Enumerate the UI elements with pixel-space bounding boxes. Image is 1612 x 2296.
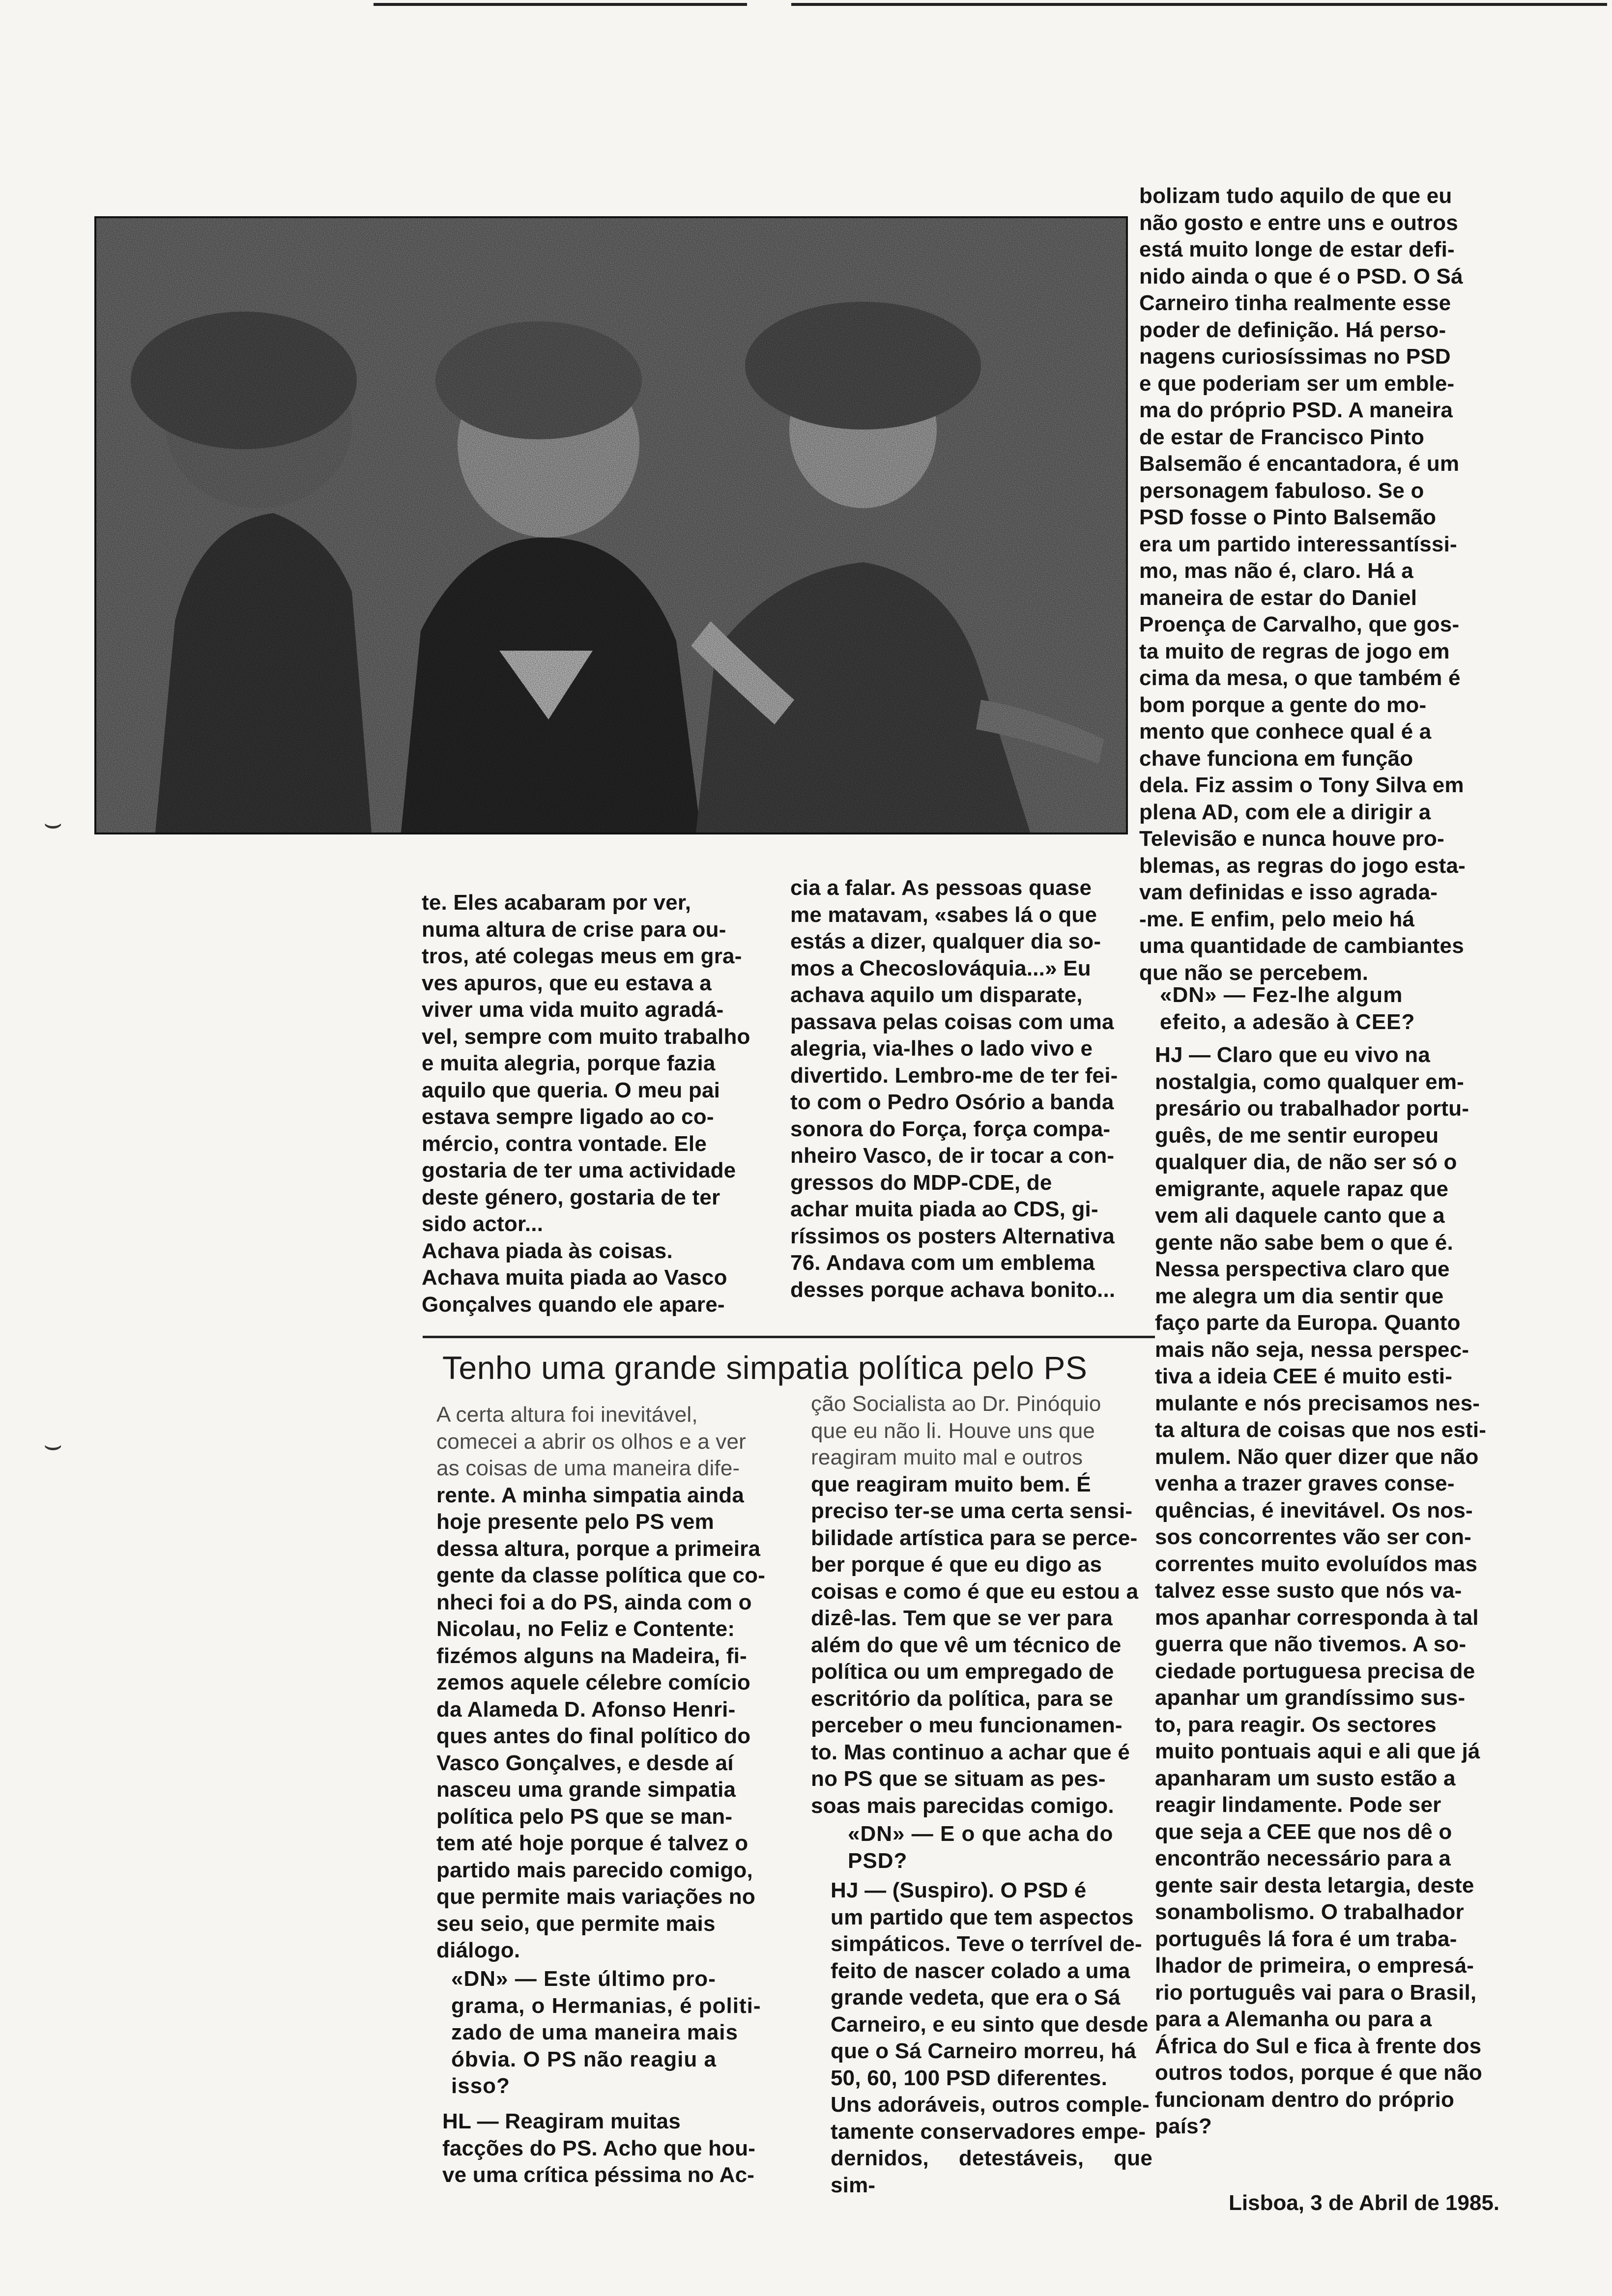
interview-question-hermanias: «DN» — Este último pro- grama, o Hermanias, é politi- zado de uma maneira mais óbvia. O PS não reagiu a isso?	[451, 1967, 761, 2098]
column-upper-mid: cia a falar. As pessoas quase me matavam, «sabes lá o que estás a dizer, qualquer dia so- mos a Checoslováquia...» Eu achava aquilo um disparate, passava pelas coisas com uma alegria, via-lhes o lado vivo e divertido. Lembro-me de ter fei- to com o Pedro Osório a banda sonora do Força, força compa- nheiro Vasco, de ir tocar a con- gressos do MDP-CDE, de achar muita piada ao CDS, gi- ríssimos os posters Alternativa 76. Andava com um emblema desses porque achava bonito...	[790, 876, 1118, 1302]
article-subheadline: Tenho uma grande simpatia política pelo PS	[442, 1349, 1088, 1386]
column-lower-left-answer: HL — Reagiram muitas facções do PS. Acho que hou- ve uma crítica péssima no Ac-	[442, 2109, 756, 2187]
top-scan-edge	[791, 3, 1607, 6]
top-scan-edge	[374, 3, 747, 6]
scan-mark: ⌣	[43, 806, 63, 839]
dateline-signoff: Lisboa, 3 de Abril de 1985.	[1229, 2191, 1500, 2215]
interview-question-cee: «DN» — Fez-lhe algum efeito, a adesão à CEE?	[1160, 983, 1415, 1034]
article-photo	[94, 216, 1128, 834]
column-lower-mid-answer: HJ — (Suspiro). O PSD é um partido que tem aspectos simpáticos. Teve o terrível de- feito de nascer colado a uma grande vedeta, que era o Sá Carneiro, e eu sinto que desde que o Sá Carneiro morreu, há 50, 60, 100 PSD diferentes. Uns adoráveis, outros comple- tamente conservadores empe- dernidos, detestáveis, que sim-	[831, 1878, 1152, 2197]
scan-mark: ⌣	[43, 1428, 63, 1461]
column-upper-left: te. Eles acabaram por ver, numa altura de crise para ou- tros, até colegas meus em gra- ves apuros, que eu estava a viver uma vida muito agradá- vel, sempre com muito trabalho e muita alegria, porque fazia aquilo que queria. O meu pai estava sempre ligado ao co- mércio, contra vontade. Ele gostaria de ter uma actividade deste género, gostaria de ter sido actor... Achava piada às coisas. Achava muita piada ao Vasco Gonçalves quando ele apare-	[422, 890, 750, 1317]
interview-question-psd: «DN» — E o que acha do PSD?	[848, 1822, 1114, 1873]
column-lower-mid: ção Socialista ao Dr. Pinóquio que eu não li. Houve uns que reagiram muito mal e outros que reagiram muito bem. É preciso ter-se uma certa sensi- bilidade artística para se perce- ber porque é que eu digo as coisas e como é que eu estou a dizê-las. Tem que se ver para além do que vê um técnico de política ou um empregado de escritório da política, para se perceber o meu funcionamen- to. Mas continuo a achar que é no PS que se situam as pes- soas mais parecidas comigo.	[811, 1392, 1139, 1818]
column-lower-left: A certa altura foi inevitável, comecei a abrir os olhos e a ver as coisas de uma maneira dife- rente. A minha simpatia ainda hoje presente pelo PS vem dessa altura, porque a primeira gente da classe política que co- nheci foi a do PS, ainda com o Nicolau, no Feliz e Contente: fizémos alguns na Madeira, fi- zemos aquele célebre comício da Alameda D. Afonso Henri- ques antes do final político do Vasco Gonçalves, e desde aí nasceu uma grande simpatia política pelo PS que se man- tem até hoje porque é talvez o partido mais parecido comigo, que permite mais variações no seu seio, que permite mais diálogo.	[436, 1403, 766, 1962]
headline-rule	[423, 1336, 1155, 1338]
column-right-bottom: HJ — Claro que eu vivo na nostalgia, como qualquer em- presário ou trabalhador portu- guês, de me sentir europeu qualquer dia, de não ser só o emigrante, aquele rapaz que vem ali daquele canto que a gente não sabe bem o que é. Nessa perspectiva claro que me alegra um dia sentir que faço parte da Europa. Quanto mais não seja, nessa perspec- tiva a ideia CEE é muito esti- mulante e nós precisamos nes- ta altura de coisas que nos esti- mulem. Não quer dizer que não venha a trazer graves conse- quências, é inevitável. Os nos- sos concorrentes vão ser con- correntes muito evoluídos mas talvez esse susto que nós va- mos apanhar corresponda à tal guerra que não tivemos. A so- ciedade portuguesa precisa de apanhar um grandíssimo sus- to, para reagir. Os sectores muito pontuais aqui e ali que já apanharam um susto estão a reagir lindamente. Pode ser que seja a CEE que nos dê o encontrão necessário para a gente sair desta letargia, deste sonambolismo. O trabalhador português lá fora é um traba- lhador de primeira, o empresá- rio português vai para o Brasil, para a Alemanha ou para a África do Sul e fica à frente dos outros todos, porque é que não funcionam dentro do próprio país?	[1155, 1043, 1487, 2138]
column-right-top: bolizam tudo aquilo de que eu não gosto e entre uns e outros está muito longe de estar defi- nido ainda o que é o PSD. O Sá Carneiro tinha realmente esse poder de definição. Há perso- nagens curiosíssimas no PSD e que poderiam ser um emble- ma do próprio PSD. A maneira de estar de Francisco Pinto Balsemão é encantadora, é um personagem fabuloso. Se o PSD fosse o Pinto Balsemão era um partido interessantíssi- mo, mas não é, claro. Há a maneira de estar do Daniel Proença de Carvalho, que gos- ta muito de regras de jogo em cima da mesa, o que também é bom porque a gente do mo- mento que conhece qual é a chave funciona em função dela. Fiz assim o Tony Silva em plena AD, com ele a dirigir a Televisão e nunca houve pro- blemas, as regras do jogo esta- vam definidas e isso agrada- -me. E enfim, pelo meio há uma quantidade de cambiantes que não se percebem.	[1139, 184, 1466, 985]
